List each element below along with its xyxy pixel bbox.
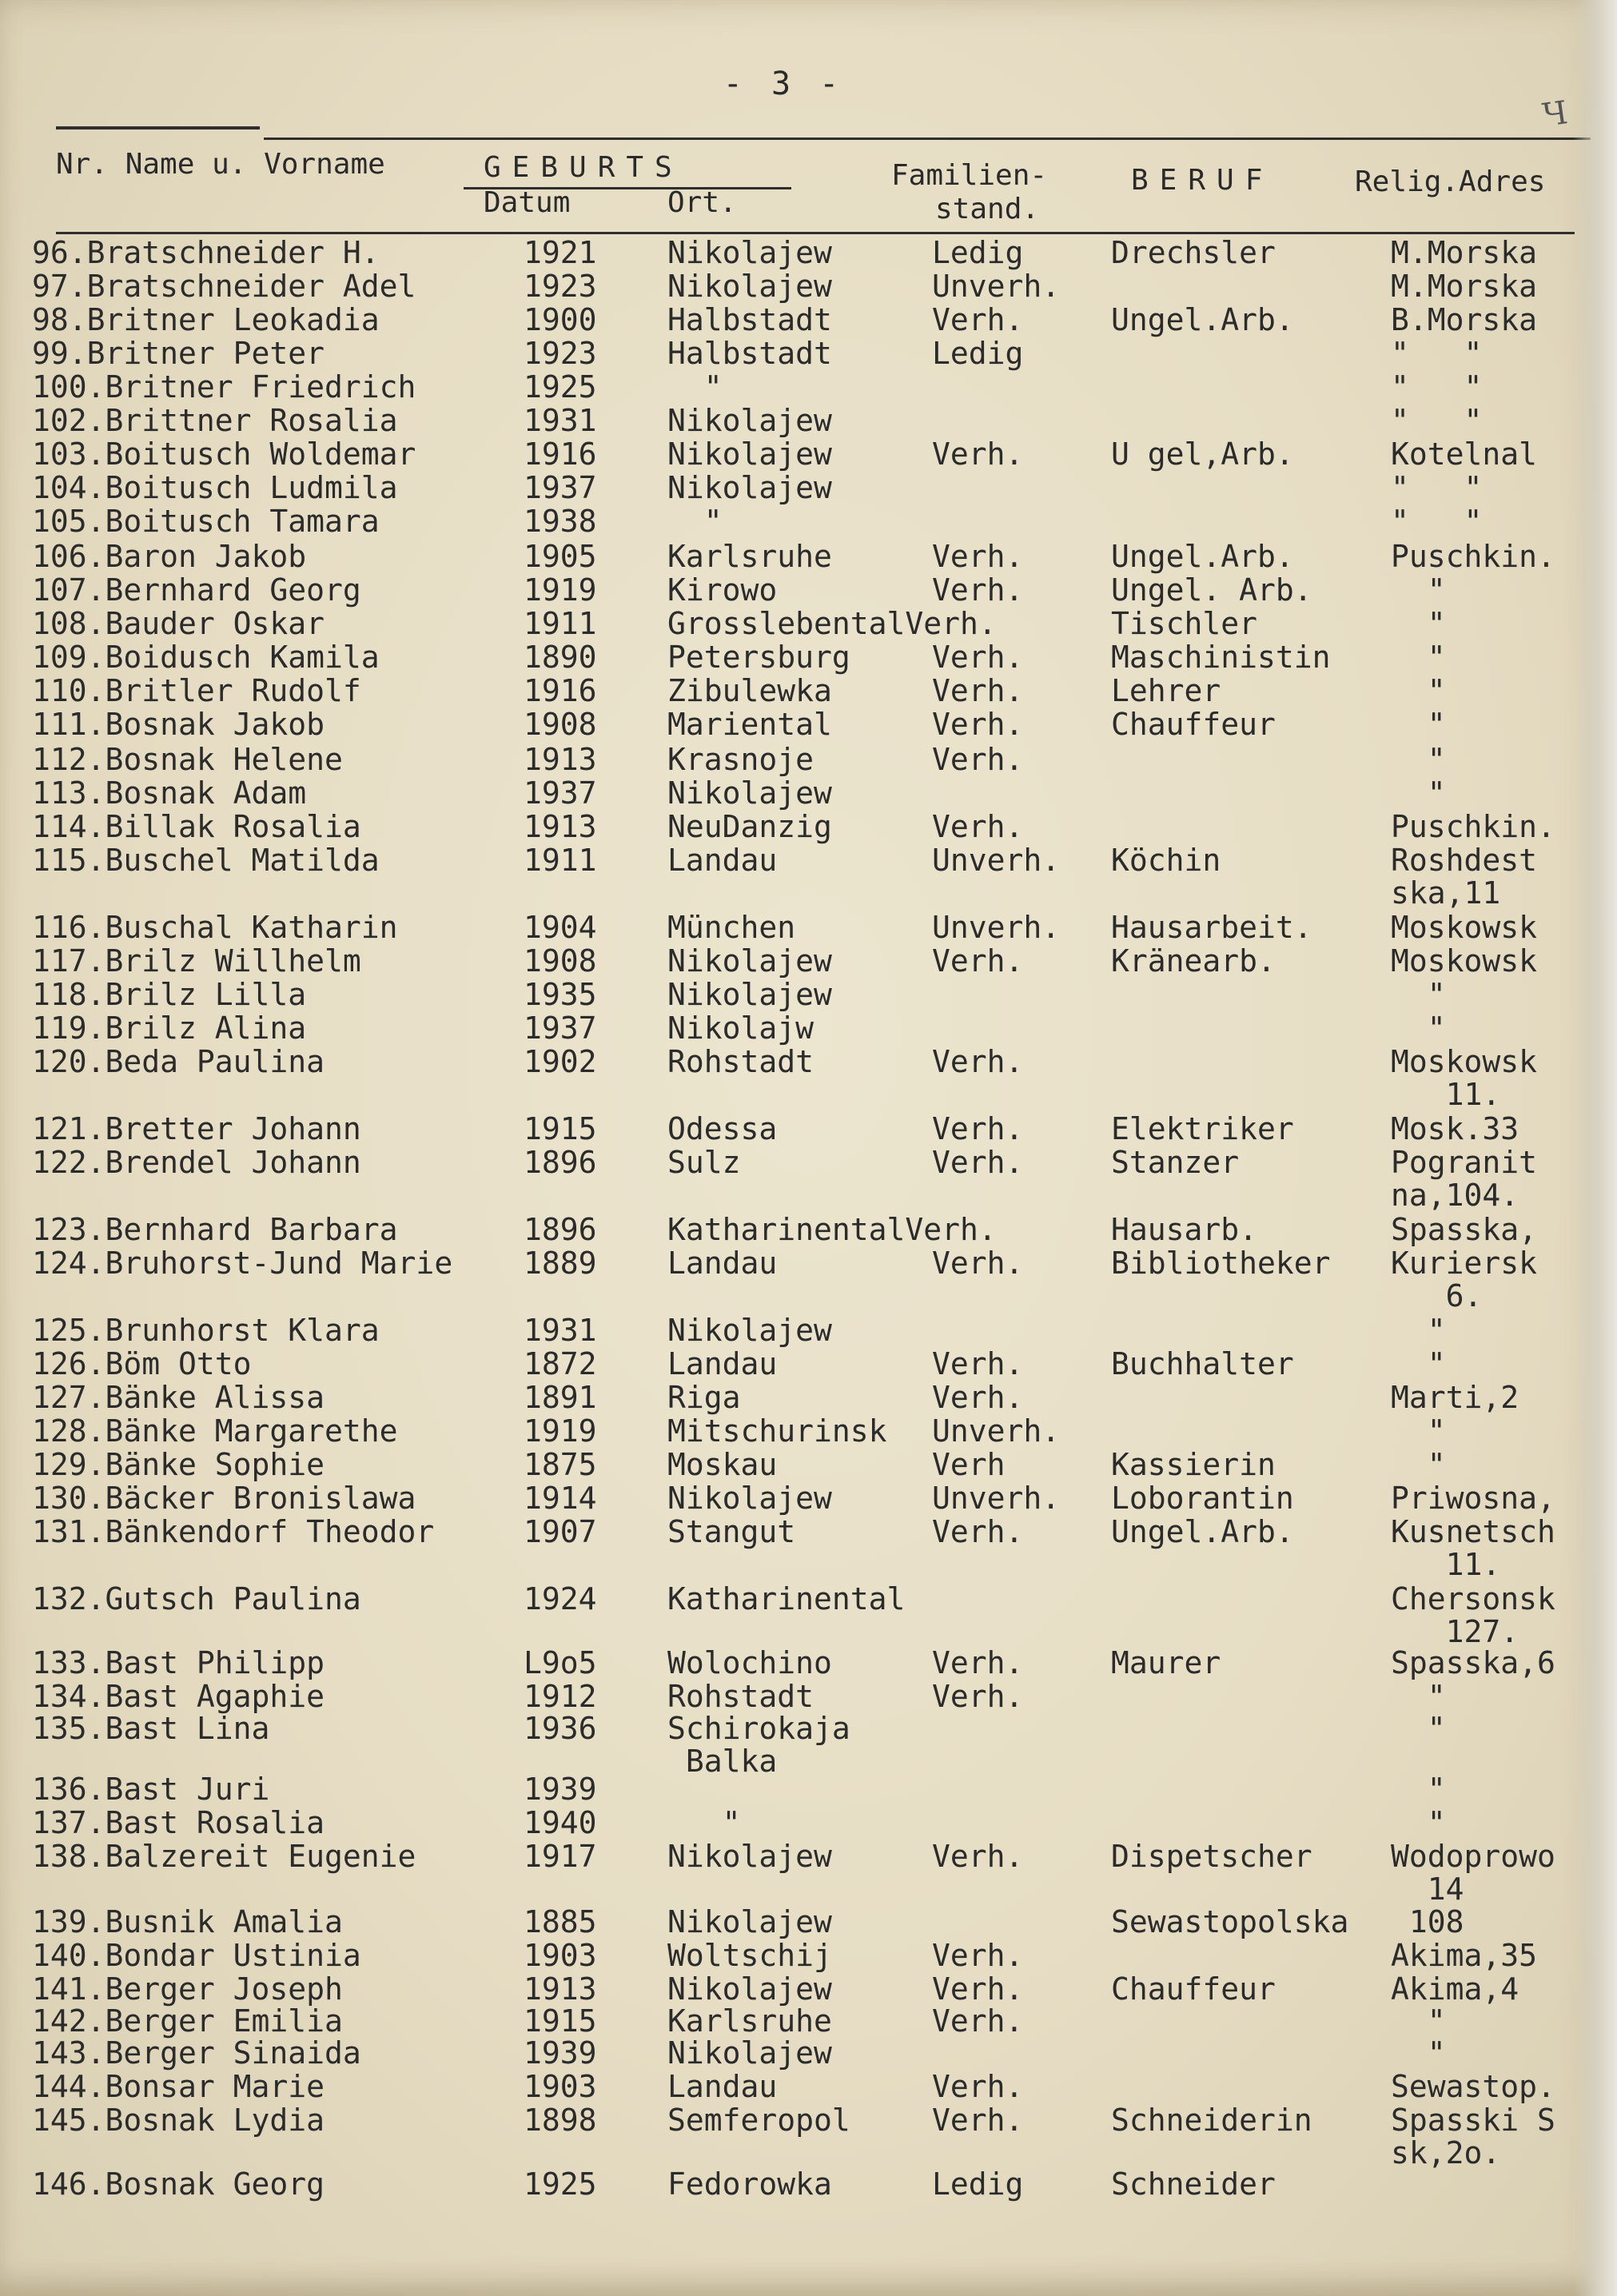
entry-cell: 146.Bosnak Georg	[32, 2166, 325, 2202]
birth-place-cell: KatharinentalVerh.	[667, 1212, 997, 1247]
birth-place-cell: Rohstadt	[667, 1679, 814, 1714]
birth-date-cell: 1891	[524, 1380, 597, 1415]
entry-cell: 140.Bondar Ustinia	[32, 1938, 361, 1973]
marital-status-cell: Verh.	[932, 640, 1024, 675]
address-cell: Priwosna,	[1391, 1481, 1555, 1516]
birth-place-cell: Nikolajew	[667, 1971, 832, 2007]
marital-status-cell: Verh.	[932, 1044, 1024, 1079]
entry-cell: 134.Bast Agaphie	[32, 1679, 325, 1714]
birth-place-cell: Nikolajew	[667, 436, 832, 472]
birth-date-cell: 1925	[524, 369, 597, 405]
marital-status-cell: Verh.	[932, 539, 1024, 574]
marital-status-cell: Verh.	[932, 1938, 1024, 1973]
entry-cell: 109.Boidusch Kamila	[32, 640, 380, 675]
address-cell: Moskowsk	[1391, 943, 1538, 979]
address-cell: "	[1391, 1313, 1446, 1348]
birth-date-cell: 1913	[524, 809, 597, 844]
marital-status-cell: Unverh.	[932, 1413, 1061, 1449]
birth-date-cell: 1931	[524, 403, 597, 438]
header-geburts: GEBURTS	[484, 151, 683, 184]
entry-cell: 102.Brittner Rosalia	[32, 403, 398, 438]
address-cell: Kuriersk 6.	[1391, 1246, 1538, 1313]
birth-date-cell: 1902	[524, 1044, 597, 1079]
birth-date-cell: 1919	[524, 572, 597, 608]
marital-status-cell: Verh.	[932, 943, 1024, 979]
birth-place-cell: Odessa	[667, 1111, 778, 1146]
marital-status-cell: Unverh.	[932, 269, 1061, 304]
birth-place-cell: "	[667, 1805, 741, 1840]
entry-cell: 126.Böm Otto	[32, 1346, 252, 1381]
birth-date-cell: 1900	[524, 302, 597, 337]
birth-date-cell: 1937	[524, 470, 597, 505]
marital-status-cell: Ledig	[932, 235, 1024, 270]
entry-cell: 103.Boitusch Woldemar	[32, 436, 416, 472]
entry-cell: 139.Busnik Amalia	[32, 1904, 343, 1939]
occupation-cell: Drechsler	[1111, 235, 1276, 270]
birth-date-cell: 1905	[524, 539, 597, 574]
address-cell: " "	[1391, 403, 1483, 438]
entry-cell: 107.Bernhard Georg	[32, 572, 361, 608]
address-cell: " "	[1391, 336, 1483, 371]
address-cell: Pogranit na,104.	[1391, 1145, 1538, 1213]
entry-cell: 118.Brilz Lilla	[32, 977, 307, 1012]
birth-date-cell: 1923	[524, 336, 597, 371]
birth-date-cell: 1872	[524, 1346, 597, 1381]
entry-cell: 141.Berger Joseph	[32, 1971, 343, 2007]
marital-status-cell: Verh.	[932, 1839, 1024, 1874]
birth-place-cell: Krasnoje	[667, 742, 814, 777]
entry-cell: 124.Bruhorst-Jund Marie	[32, 1246, 453, 1281]
corner-handwritten-mark: Ч	[1539, 94, 1570, 134]
marital-status-cell: Verh.	[932, 742, 1024, 777]
occupation-cell: Chauffeur	[1111, 707, 1276, 742]
birth-place-cell: Nikolajew	[667, 1904, 832, 1939]
birth-date-cell: 1889	[524, 1246, 597, 1281]
birth-date-cell: 1890	[524, 640, 597, 675]
address-cell: "	[1391, 606, 1446, 641]
header-ort: Ort.	[667, 186, 737, 219]
birth-date-cell: 1917	[524, 1839, 597, 1874]
entry-cell: 116.Buschal Katharin	[32, 910, 398, 945]
marital-status-cell: Verh.	[932, 1645, 1024, 1680]
birth-place-cell: "	[667, 369, 723, 405]
marital-status-cell: Verh.	[932, 1514, 1024, 1549]
address-cell: Akima,35	[1391, 1938, 1538, 1973]
birth-place-cell: Landau	[667, 843, 778, 878]
birth-date-cell: 1924	[524, 1581, 597, 1616]
occupation-cell: Tischler	[1111, 606, 1258, 641]
address-cell: "	[1391, 1010, 1446, 1046]
address-cell: "	[1391, 640, 1446, 675]
birth-date-cell: 1923	[524, 269, 597, 304]
birth-date-cell: 1915	[524, 1111, 597, 1146]
address-cell: "	[1391, 1346, 1446, 1381]
birth-date-cell: 1904	[524, 910, 597, 945]
address-cell: Spasski S sk,2o.	[1391, 2103, 1555, 2170]
marital-status-cell: Verh.	[932, 1380, 1024, 1415]
birth-place-cell: Landau	[667, 1246, 778, 1281]
birth-place-cell: Riga	[667, 1380, 741, 1415]
address-cell: "	[1391, 1413, 1446, 1449]
birth-date-cell: 1938	[524, 504, 597, 539]
birth-place-cell: Nikolajew	[667, 403, 832, 438]
birth-date-cell: 1916	[524, 436, 597, 472]
birth-place-cell: Schirokaja Balka	[667, 1711, 850, 1779]
occupation-cell: Maschinistin	[1111, 640, 1331, 675]
occupation-cell: Kränearb.	[1111, 943, 1276, 979]
entry-cell: 130.Bäcker Bronislawa	[32, 1481, 416, 1516]
entry-cell: 114.Billak Rosalia	[32, 809, 361, 844]
birth-place-cell: Zibulewka	[667, 673, 832, 708]
marital-status-cell: Verh.	[932, 436, 1024, 472]
birth-date-cell: 1935	[524, 977, 597, 1012]
header-bottom-rule	[56, 232, 1575, 234]
entry-cell: 138.Balzereit Eugenie	[32, 1839, 416, 1874]
address-cell: Spasska,6	[1391, 1645, 1555, 1680]
birth-date-cell: 1925	[524, 2166, 597, 2202]
birth-place-cell: Sulz	[667, 1145, 741, 1180]
birth-place-cell: Nikolajew	[667, 235, 832, 270]
occupation-cell: Maurer	[1111, 1645, 1221, 1680]
marital-status-cell: Verh.	[932, 809, 1024, 844]
marital-status-cell: Verh.	[932, 2103, 1024, 2138]
birth-date-cell: 1913	[524, 1971, 597, 2007]
address-cell: "	[1391, 707, 1446, 742]
birth-place-cell: Karlsruhe	[667, 539, 832, 574]
entry-cell: 133.Bast Philipp	[32, 1645, 325, 1680]
birth-date-cell: 1931	[524, 1313, 597, 1348]
address-cell: Puschkin.	[1391, 809, 1555, 844]
address-cell: Kusnetsch 11.	[1391, 1514, 1555, 1582]
entry-cell: 111.Bosnak Jakob	[32, 707, 325, 742]
page-number: - 3 -	[723, 66, 844, 102]
header-datum: Datum	[484, 186, 571, 219]
occupation-cell: Elektriker	[1111, 1111, 1294, 1146]
birth-date-cell: 1915	[524, 2003, 597, 2039]
occupation-cell: Stanzer	[1111, 1145, 1240, 1180]
header-relig-adres: Relig.Adres	[1355, 165, 1546, 198]
marital-status-cell: Unverh.	[932, 1481, 1061, 1516]
marital-status-cell: Verh.	[932, 707, 1024, 742]
birth-date-cell: 1916	[524, 673, 597, 708]
marital-status-cell: Ledig	[932, 2166, 1024, 2202]
marital-status-cell: Unverh.	[932, 843, 1061, 878]
top-rule-left	[56, 126, 260, 130]
occupation-cell: Bibliotheker	[1111, 1246, 1331, 1281]
address-cell: "	[1391, 2035, 1446, 2071]
birth-date-cell: 1903	[524, 1938, 597, 1973]
marital-status-cell: Unverh.	[932, 910, 1061, 945]
birth-date-cell: 1939	[524, 2035, 597, 2071]
occupation-cell: Buchhalter	[1111, 1346, 1294, 1381]
birth-place-cell: Karlsruhe	[667, 2003, 832, 2039]
entry-cell: 108.Bauder Oskar	[32, 606, 325, 641]
entry-cell: 127.Bänke Alissa	[32, 1380, 325, 1415]
entry-cell: 112.Bosnak Helene	[32, 742, 343, 777]
entry-cell: 106.Baron Jakob	[32, 539, 307, 574]
birth-date-cell: 1937	[524, 1010, 597, 1046]
birth-place-cell: Semferopol	[667, 2103, 850, 2138]
occupation-cell: Hausarb.	[1111, 1212, 1258, 1247]
marital-status-cell: Verh.	[932, 1679, 1024, 1714]
marital-status-cell: Verh	[932, 1447, 1006, 1482]
entry-cell: 142.Berger Emilia	[32, 2003, 343, 2039]
address-cell: "	[1391, 977, 1446, 1012]
birth-place-cell: Moskau	[667, 1447, 778, 1482]
address-cell: Puschkin.	[1391, 539, 1555, 574]
header-familienstand-line2: stand.	[935, 193, 1040, 225]
marital-status-cell: Verh.	[932, 572, 1024, 608]
entry-cell: 122.Brendel Johann	[32, 1145, 361, 1180]
address-cell: "	[1391, 1447, 1446, 1482]
occupation-cell: Köchin	[1111, 843, 1221, 878]
birth-date-cell: 1898	[524, 2103, 597, 2138]
address-cell: Chersonsk 127.	[1391, 1581, 1555, 1649]
address-cell: Akima,4	[1391, 1971, 1519, 2007]
birth-place-cell: Mariental	[667, 707, 832, 742]
address-cell: "	[1391, 742, 1446, 777]
birth-date-cell: 1875	[524, 1447, 597, 1482]
entry-cell: 119.Brilz Alina	[32, 1010, 307, 1046]
marital-status-cell: Verh.	[932, 673, 1024, 708]
entry-cell: 97.Bratschneider Adel	[32, 269, 416, 304]
birth-date-cell: 1908	[524, 707, 597, 742]
occupation-cell: Lehrer	[1111, 673, 1221, 708]
address-cell: M.Morska	[1391, 269, 1538, 304]
entry-cell: 143.Berger Sinaida	[32, 2035, 361, 2071]
birth-date-cell: 1896	[524, 1212, 597, 1247]
birth-place-cell: Rohstadt	[667, 1044, 814, 1079]
birth-place-cell: Landau	[667, 1346, 778, 1381]
header-beruf: BERUF	[1131, 164, 1274, 197]
entry-cell: 105.Boitusch Tamara	[32, 504, 380, 539]
birth-place-cell: Fedorowka	[667, 2166, 832, 2202]
address-cell: Sewastop.	[1391, 2069, 1555, 2104]
birth-place-cell: Nikolajew	[667, 1481, 832, 1516]
address-cell: Roshdest ska,11	[1391, 843, 1538, 911]
entry-cell: 144.Bonsar Marie	[32, 2069, 325, 2104]
address-cell: "	[1391, 2003, 1446, 2039]
entry-cell: 132.Gutsch Paulina	[32, 1581, 361, 1616]
occupation-cell: Loborantin	[1111, 1481, 1294, 1516]
occupation-cell: Kassierin	[1111, 1447, 1276, 1482]
entry-cell: 121.Bretter Johann	[32, 1111, 361, 1146]
birth-date-cell: 1919	[524, 1413, 597, 1449]
address-cell: Wodoprowo 14	[1391, 1839, 1555, 1907]
birth-date-cell: 1885	[524, 1904, 597, 1939]
birth-place-cell: München	[667, 910, 796, 945]
marital-status-cell: Verh.	[932, 1145, 1024, 1180]
birth-date-cell: 1937	[524, 775, 597, 811]
birth-place-cell: Halbstadt	[667, 302, 832, 337]
birth-place-cell: Petersburg	[667, 640, 850, 675]
address-cell: B.Morska	[1391, 302, 1538, 337]
marital-status-cell: Verh.	[932, 1971, 1024, 2007]
birth-place-cell: Mitschurinsk	[667, 1413, 887, 1449]
birth-place-cell: Nikolajew	[667, 1313, 832, 1348]
top-rule-right	[264, 138, 1591, 140]
entry-cell: 104.Boitusch Ludmila	[32, 470, 398, 505]
address-cell: "	[1391, 673, 1446, 708]
entry-cell: 125.Brunhorst Klara	[32, 1313, 380, 1348]
address-cell: "	[1391, 775, 1446, 811]
address-cell: Moskowsk	[1391, 910, 1538, 945]
birth-place-cell: Nikolajew	[667, 775, 832, 811]
entry-cell: 117.Brilz Willhelm	[32, 943, 361, 979]
marital-status-cell: Verh.	[932, 2069, 1024, 2104]
entry-cell: 131.Bänkendorf Theodor	[32, 1514, 435, 1549]
birth-place-cell: Nikolajew	[667, 977, 832, 1012]
marital-status-cell: Verh.	[932, 1111, 1024, 1146]
address-cell: Spasska,	[1391, 1212, 1538, 1247]
occupation-cell: Sewastopolska	[1111, 1904, 1349, 1939]
birth-date-cell: 1914	[524, 1481, 597, 1516]
birth-date-cell: 1908	[524, 943, 597, 979]
marital-status-cell: Verh.	[932, 1346, 1024, 1381]
birth-place-cell: Katharinental	[667, 1581, 906, 1616]
address-cell: " "	[1391, 470, 1483, 505]
marital-status-cell: Verh.	[932, 2003, 1024, 2039]
marital-status-cell: Verh.	[932, 1246, 1024, 1281]
birth-place-cell: Halbstadt	[667, 336, 832, 371]
birth-place-cell: Nikolajew	[667, 470, 832, 505]
address-cell: " "	[1391, 369, 1483, 405]
entry-cell: 123.Bernhard Barbara	[32, 1212, 398, 1247]
address-cell: 108	[1391, 1904, 1464, 1939]
birth-date-cell: 1936	[524, 1711, 597, 1746]
header-nr-name: Nr. Name u. Vorname	[56, 148, 385, 181]
birth-place-cell: Stangut	[667, 1514, 796, 1549]
entry-cell: 128.Bänke Margarethe	[32, 1413, 398, 1449]
birth-date-cell: 1913	[524, 742, 597, 777]
entry-cell: 135.Bast Lina	[32, 1711, 270, 1746]
address-cell: Moskowsk 11.	[1391, 1044, 1538, 1112]
address-cell: "	[1391, 1679, 1446, 1714]
entry-cell: 129.Bänke Sophie	[32, 1447, 325, 1482]
birth-place-cell: Wolochino	[667, 1645, 832, 1680]
occupation-cell: Schneiderin	[1111, 2103, 1312, 2138]
birth-date-cell: 1911	[524, 606, 597, 641]
birth-place-cell: Nikolajw	[667, 1010, 814, 1046]
occupation-cell: Ungel.Arb.	[1111, 539, 1294, 574]
birth-date-cell: 1921	[524, 235, 597, 270]
marital-status-cell: Ledig	[932, 336, 1024, 371]
birth-place-cell: Kirowo	[667, 572, 778, 608]
birth-date-cell: 1907	[524, 1514, 597, 1549]
birth-place-cell: Landau	[667, 2069, 778, 2104]
occupation-cell: Schneider	[1111, 2166, 1276, 2202]
occupation-cell: Hausarbeit.	[1111, 910, 1312, 945]
birth-date-cell: 1911	[524, 843, 597, 878]
entry-cell: 110.Britler Rudolf	[32, 673, 361, 708]
birth-date-cell: 1912	[524, 1679, 597, 1714]
address-cell: " "	[1391, 504, 1483, 539]
occupation-cell: Dispetscher	[1111, 1839, 1312, 1874]
entry-cell: 115.Buschel Matilda	[32, 843, 380, 878]
entry-cell: 120.Beda Paulina	[32, 1044, 325, 1079]
occupation-cell: Ungel.Arb.	[1111, 302, 1294, 337]
entry-cell: 96.Bratschneider H.	[32, 235, 380, 270]
entry-cell: 145.Bosnak Lydia	[32, 2103, 325, 2138]
birth-date-cell: 1939	[524, 1772, 597, 1807]
address-cell: "	[1391, 1772, 1446, 1807]
entry-cell: 100.Britner Friedrich	[32, 369, 416, 405]
occupation-cell: Ungel. Arb.	[1111, 572, 1312, 608]
address-cell: M.Morska	[1391, 235, 1538, 270]
birth-place-cell: Nikolajew	[667, 269, 832, 304]
occupation-cell: Ungel.Arb.	[1111, 1514, 1294, 1549]
entry-cell: 99.Britner Peter	[32, 336, 325, 371]
occupation-cell: Chauffeur	[1111, 1971, 1276, 2007]
birth-place-cell: GrosslebentalVerh.	[667, 606, 997, 641]
birth-date-cell: L9o5	[524, 1645, 597, 1680]
address-cell: Kotelnal	[1391, 436, 1538, 472]
entry-cell: 98.Britner Leokadia	[32, 302, 380, 337]
birth-place-cell: NeuDanzig	[667, 809, 832, 844]
address-cell: "	[1391, 572, 1446, 608]
birth-place-cell: Nikolajew	[667, 1839, 832, 1874]
birth-place-cell: "	[667, 504, 723, 539]
address-cell: Mosk.33	[1391, 1111, 1519, 1146]
birth-place-cell: Woltschij	[667, 1938, 832, 1973]
birth-date-cell: 1896	[524, 1145, 597, 1180]
entry-cell: 113.Bosnak Adam	[32, 775, 307, 811]
entry-cell: 137.Bast Rosalia	[32, 1805, 325, 1840]
entry-cell: 136.Bast Juri	[32, 1772, 270, 1807]
marital-status-cell: Verh.	[932, 302, 1024, 337]
address-cell: Marti,2	[1391, 1380, 1519, 1415]
address-cell: "	[1391, 1711, 1446, 1746]
birth-place-cell: Nikolajew	[667, 943, 832, 979]
birth-date-cell: 1903	[524, 2069, 597, 2104]
birth-place-cell: Nikolajew	[667, 2035, 832, 2071]
occupation-cell: U gel,Arb.	[1111, 436, 1294, 472]
birth-date-cell: 1940	[524, 1805, 597, 1840]
address-cell: "	[1391, 1805, 1446, 1840]
header-familienstand-line1: Familien-	[891, 159, 1048, 192]
